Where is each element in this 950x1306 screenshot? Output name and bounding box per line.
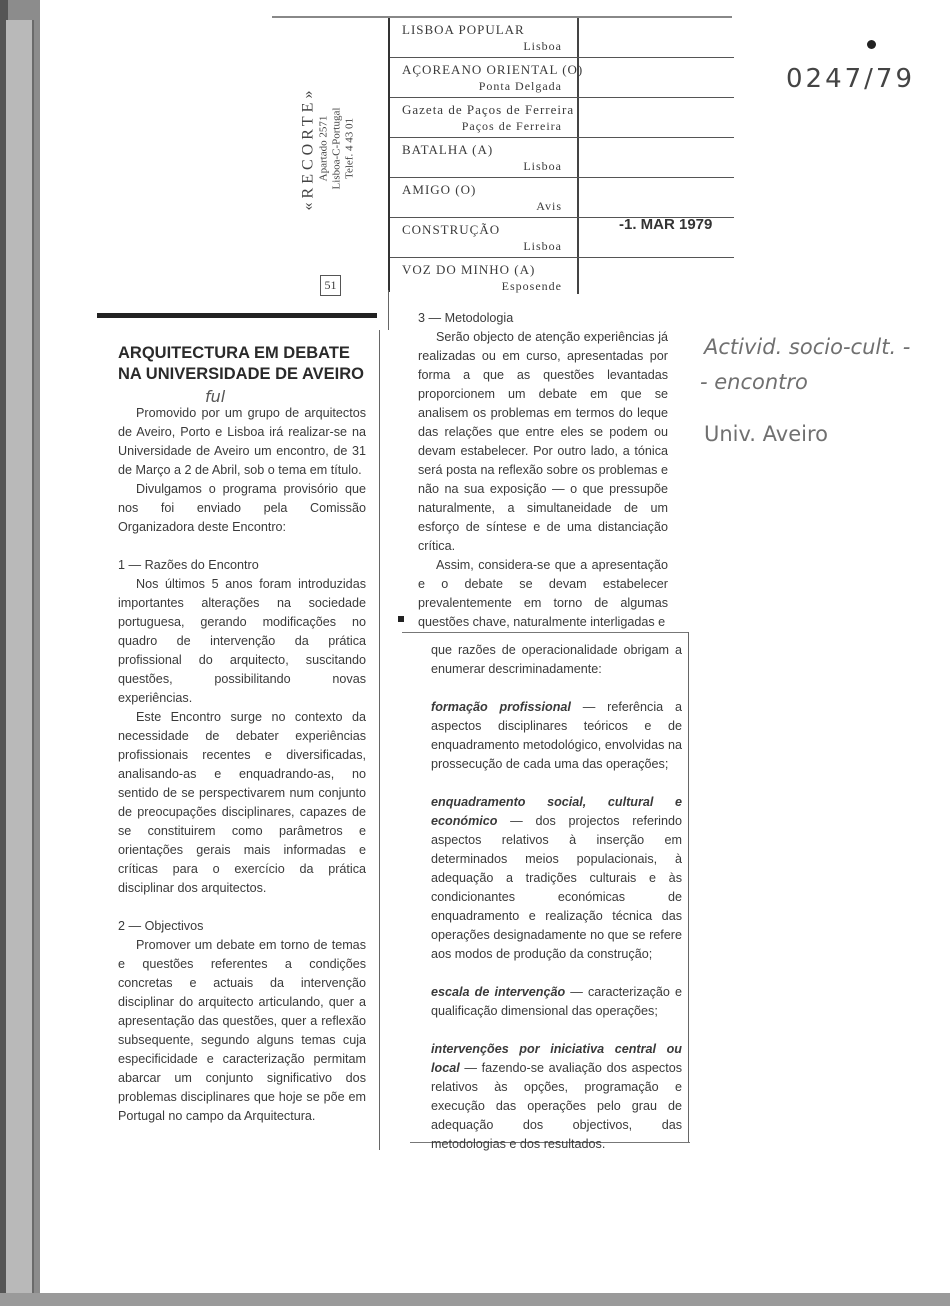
ink-dot [867,40,876,49]
section-2-paragraph-1: Promover um debate em torno de temas e questões referentes a condições concretas e actuais da intervenção disciplinar do arquitecto articulando, quer a apresentação das questões, quer a reflexão subsequente, segundo alguns temas cuja especificidade e caracterização permitam abarcar um conjunto significativo dos problemas disciplinares que hoje se põe em Portugal no campo da Arquitectura. [118,938,366,1123]
publication-row: AÇOREANO ORIENTAL (O) Ponta Delgada [390,58,734,98]
bullet-mark [398,616,404,622]
article-title: ARQUITECTURA EM DEBATE NA UNIVERSIDADE DE AVEIRO [118,344,365,383]
publication-row: LISBOA POPULAR Lisboa [390,18,734,58]
article-left-column [118,404,366,1126]
publication-row: CONSTRUÇÃO Lisboa [390,218,734,258]
handwritten-title-mark: ful [205,387,226,406]
section-1-paragraph-2: Este Encontro surge no contexto da necessidade de debater experiências profissionais recentes e diversificadas, analisando-as e enquadrando-as, no sentido de se perspectivarem num conjunto de preocupações disciplinares, capazes de se constituirem como parâmetros e orientações gerais mais informadas e críticas para o exercício da prática disciplinar dos arquitectos. [118,710,366,895]
handwritten-note-1: Activid. socio-cult. - [704,335,911,359]
column-break-rule [402,632,688,633]
date-stamp: -1. MAR 1979 [619,216,713,233]
topic-enquadramento: enquadramento social, cultural e económico — dos projectos referindo aspectos relativos à inserção em determinados meios populacionais, à adequação a tradições culturais e às condicionantes económicas de enquadramento e realização técnica das operações designadamente no que se refere aos modos de produção da construção; [431,795,682,961]
handwritten-reference: 0247/79 [786,64,916,94]
section-2-heading: 2 — Objectivos [118,919,204,933]
column-rule-right [688,632,689,1142]
stamp-line1: Apartado 2571 [317,115,330,182]
handwritten-note-2: - encontro [700,370,808,394]
publication-row: BATALHA (A) Lisboa [390,138,734,178]
topic-formacao: formação profissional — referência a aspectos disciplinares teóricos e de enquadramento metodológico, envolvidas na prossecução de cada uma das operações; [431,700,682,771]
handwritten-note-3: Univ. Aveiro [704,422,829,446]
publication-row: Gazeta de Paços de Ferreira Paços de Ferreira [390,98,734,138]
page-number: 51 [320,275,341,296]
column-rule-mid [388,290,389,330]
column-rule-left [379,330,380,1150]
stamp-line3: Telef. 4 43 01 [343,118,356,179]
article-right-column-bottom [431,641,682,1154]
section-3-paragraph-2-continued: que razões de operacionalidade obrigam a enumerar descriminadamente: [431,643,682,676]
publication-row: VOZ DO MINHO (A) Esposende [402,262,562,293]
topic-escala: escala de intervenção — caracterização e qualificação dimensional das operações; [431,985,683,1018]
article-top-rule [97,313,377,318]
scan-edge-bottom [0,1293,950,1306]
article-right-column-top [418,309,668,632]
section-3-paragraph-1: Serão objecto de atenção experiências já realizadas ou em curso, apresentadas por forma a que as questões levantadas proporcionem um debate em que se analisem os problemas em termos do leque das relações que entre eles se podem ou devam estabelecer. Por outro lado, a tónica será posta na reflexão sobre os problemas e não na sua exposição — o que pressupõe naturalmente, a simultaneidade de um esforço de síntese e de uma distanciação crítica. [418,330,668,553]
section-3-paragraph-2: Assim, considera-se que a apresentação e o debate se devam estabelecer prevalentemente em torno de algumas questões chave, naturalmente interligadas e [418,558,668,629]
scan-edge-left [0,0,40,1306]
section-3-heading: 3 — Metodologia [418,311,514,325]
intro-paragraph-1: Promovido por um grupo de arquitectos de Aveiro, Porto e Lisboa irá realizar-se na Universidade de Aveiro um encontro, de 31 de Março a 2 de Abril, sob o tema em título. [118,406,366,477]
section-1-paragraph-1: Nos últimos 5 anos foram introduzidas importantes alterações na sociedade portuguesa, gerando modificações no quadro de intervenção da prática profissional do arquitecto, suscitando questões, possibilitando novas experiências. [118,577,366,705]
publication-row: AMIGO (O) Avis [390,178,734,218]
section-1-heading: 1 — Razões do Encontro [118,558,259,572]
intro-paragraph-2: Divulgamos o programa provisório que nos foi enviado pela Comissão Organizadora deste Encontro: [118,482,366,534]
publication-table [388,18,734,292]
topic-intervencoes: intervenções por iniciativa central ou local — fazendo-se avaliação dos aspectos relativos às opções, programação e execução das operações pelo grau de adequação dos objectivos, das metodologias e dos resultados. [431,1042,682,1151]
stamp-name: «RECORTE» [299,86,317,211]
recorte-stamp [283,60,373,240]
stamp-line2: Lisboa-C-Portugal [330,107,343,190]
